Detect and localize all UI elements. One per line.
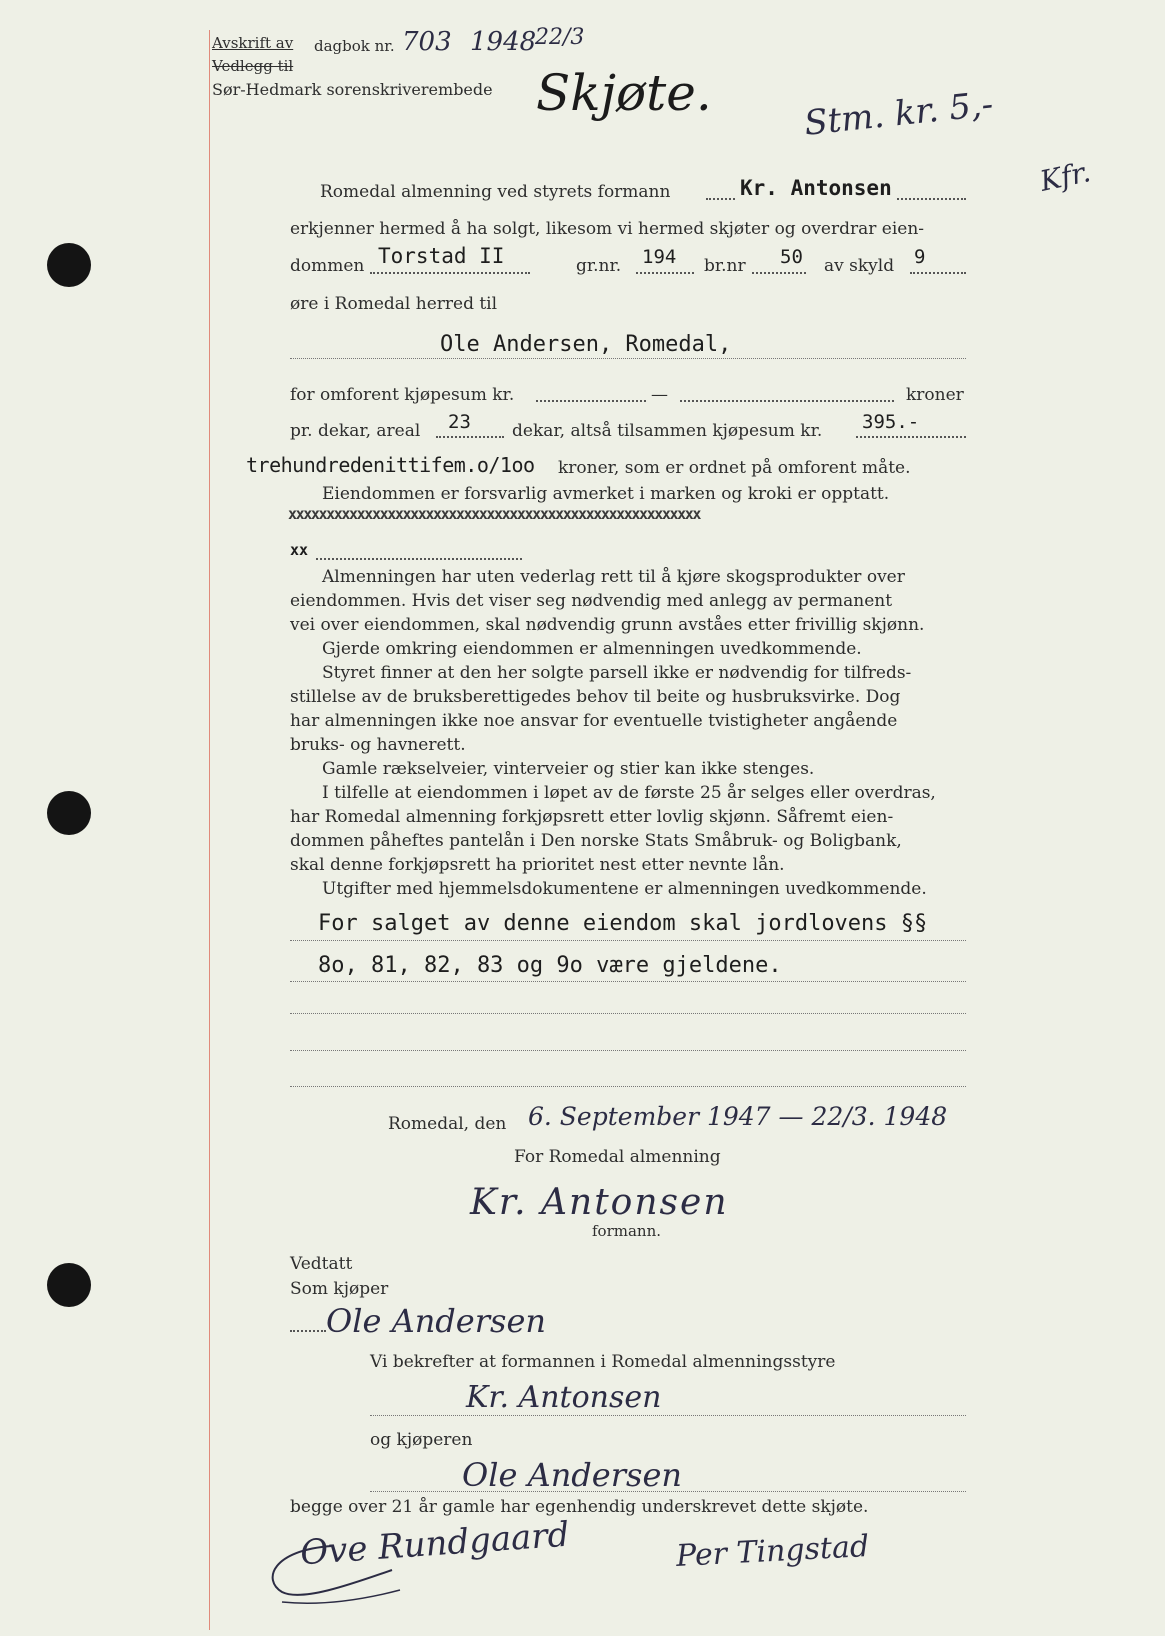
dot-fill xyxy=(370,272,530,274)
price-kroner: kroner xyxy=(906,385,964,405)
signature-formann-2: Kr. Antonsen xyxy=(466,1380,662,1415)
punch-hole xyxy=(47,791,91,835)
dot-fill xyxy=(436,436,504,438)
for-line: For Romedal almenning xyxy=(514,1147,721,1167)
body-line: skal denne forkjøpsrett ha prioritet nest etter nevnte lån. xyxy=(290,855,785,875)
dotted-rule xyxy=(290,940,966,941)
confirm-line: Vi bekrefter at formannen i Romedal almenningsstyre xyxy=(370,1352,836,1372)
price-label: for omforent kjøpesum kr. xyxy=(290,385,515,405)
body-line: vei over eiendommen, skal nødvendig grunn avståes etter frivillig skjønn. xyxy=(290,615,925,635)
property-name: Torstad II xyxy=(378,244,505,268)
dommen-label: dommen xyxy=(290,256,365,276)
margin-line xyxy=(209,30,210,1630)
signature-flourish xyxy=(262,1540,402,1610)
dot-fill xyxy=(680,400,894,402)
body-line: Gamle rækselveier, vinterveier og stier kan ikke stenges. xyxy=(322,759,815,779)
grnr-value: 194 xyxy=(642,246,677,268)
body-line: dommen påheftes pantelån i Den norske Stats Småbruk- og Boligbank, xyxy=(290,831,902,851)
dagbok-year: 1948 xyxy=(470,27,537,57)
header-avskrift: Avskrift av xyxy=(212,34,294,52)
body-line: Eiendommen er forsvarlig avmerket i marken og kroki er opptatt. xyxy=(322,484,890,504)
formann-name: Kr. Antonsen xyxy=(736,176,896,200)
dotted-rule xyxy=(290,1086,966,1087)
signature-kjoper: Ole Andersen xyxy=(326,1302,546,1340)
dotted-rule xyxy=(290,1050,966,1051)
body-line: Almenningen har uten vederlag rett til å kjøre skogsprodukter over xyxy=(322,567,905,587)
signature-formann: Kr. Antonsen xyxy=(470,1182,729,1223)
amount-words: trehundredenittifem.o/1oo xyxy=(246,453,535,477)
header-vedlegg: Vedlegg til xyxy=(212,57,294,75)
dot-fill xyxy=(536,400,646,402)
grnr-label: gr.nr. xyxy=(576,256,622,276)
struck-line: xxxxxxxxxxxxxxxxxxxxxxxxxxxxxxxxxxxxxxxxxxxxxxxxxxxxxx xyxy=(288,505,701,523)
punch-hole xyxy=(47,1263,91,1307)
formann-label: formann. xyxy=(592,1222,662,1240)
brnr-label: br.nr xyxy=(704,256,746,276)
date-note: 22/3 xyxy=(535,25,585,50)
dotted-rule xyxy=(290,981,966,982)
vedtatt-label: Vedtatt xyxy=(290,1254,353,1274)
kfr-note: Kfr. xyxy=(1037,155,1094,198)
price-dash: — xyxy=(651,385,668,405)
final-line: begge over 21 år gamle har egenhendig underskrevet dette skjøte. xyxy=(290,1497,869,1517)
header-dagbok-label: dagbok nr. xyxy=(314,37,395,55)
struck-xx: xx xyxy=(290,541,309,559)
witness-signature-2: Per Tingstad xyxy=(675,1528,870,1575)
areal-label: pr. dekar, areal xyxy=(290,421,421,441)
som-kjoper-label: Som kjøper xyxy=(290,1279,389,1299)
signature-kjoper-2: Ole Andersen xyxy=(462,1456,682,1494)
dotted-rule xyxy=(370,1415,966,1416)
skyld-value: 9 xyxy=(914,246,926,268)
body-line: Gjerde omkring eiendommen er almenningen uvedkommende. xyxy=(322,639,862,659)
og-kjoperen-label: og kjøperen xyxy=(370,1430,473,1450)
brnr-value: 50 xyxy=(780,246,803,268)
seller-text: Romedal almenning ved styrets formann xyxy=(320,182,671,202)
dotted-rule xyxy=(290,358,966,359)
intro-line4: øre i Romedal herred til xyxy=(290,294,498,314)
kroner-line: kroner, som er ordnet på omforent måte. xyxy=(558,458,911,478)
skyld-label: av skyld xyxy=(824,256,895,276)
dot-fill xyxy=(316,558,522,560)
dot-fill xyxy=(290,1330,326,1332)
page-title: Skjøte. xyxy=(536,64,712,122)
body-line: Styret finner at den her solgte parsell ikke er nødvendig for tilfreds- xyxy=(322,663,912,683)
dot-fill xyxy=(752,272,806,274)
office-name: Sør-Hedmark sorenskriverembede xyxy=(212,80,493,99)
body-line: har almenningen ikke noe ansvar for eventuelle tvistigheter angående xyxy=(290,711,898,731)
body-line: stillelse av de bruksberettigedes behov til beite og husbruksvirke. Dog xyxy=(290,687,901,707)
signing-date: 6. September 1947 — 22/3. 1948 xyxy=(528,1102,948,1131)
punch-hole xyxy=(47,243,91,287)
body-line: I tilfelle at eiendommen i løpet av de første 25 år selges eller overdras, xyxy=(322,783,936,803)
intro-line2: erkjenner hermed å ha solgt, likesom vi hermed skjøter og overdrar eien- xyxy=(290,219,925,239)
sum-label: dekar, altså tilsammen kjøpesum kr. xyxy=(512,421,823,441)
dot-fill xyxy=(910,272,966,274)
place-label: Romedal, den xyxy=(388,1114,507,1134)
sum-value: 395.- xyxy=(862,411,920,433)
body-line: bruks- og havnerett. xyxy=(290,735,466,755)
buyer-name: Ole Andersen, Romedal, xyxy=(440,332,732,357)
body-line: eiendommen. Hvis det viser seg nødvendig med anlegg av permanent xyxy=(290,591,893,611)
dotted-rule xyxy=(290,1013,966,1014)
stamp-duty-note: Stm. kr. 5,- xyxy=(802,84,996,144)
body-line: har Romedal almenning forkjøpsrett etter lovlig skjønn. Såfremt eien- xyxy=(290,807,894,827)
areal-value: 23 xyxy=(448,411,471,433)
witness-signature-1: Ove Rundgaard xyxy=(298,1514,571,1574)
dagbok-number: 703 xyxy=(402,27,452,57)
dot-fill xyxy=(856,436,966,438)
dotted-rule xyxy=(370,1491,966,1492)
addendum-line1: For salget av denne eiendom skal jordlovens §§ xyxy=(318,911,928,936)
addendum-line2: 8o, 81, 82, 83 og 9o være gjeldene. xyxy=(318,953,782,978)
body-line: Utgifter med hjemmelsdokumentene er almenningen uvedkommende. xyxy=(322,879,927,899)
dot-fill xyxy=(636,272,694,274)
